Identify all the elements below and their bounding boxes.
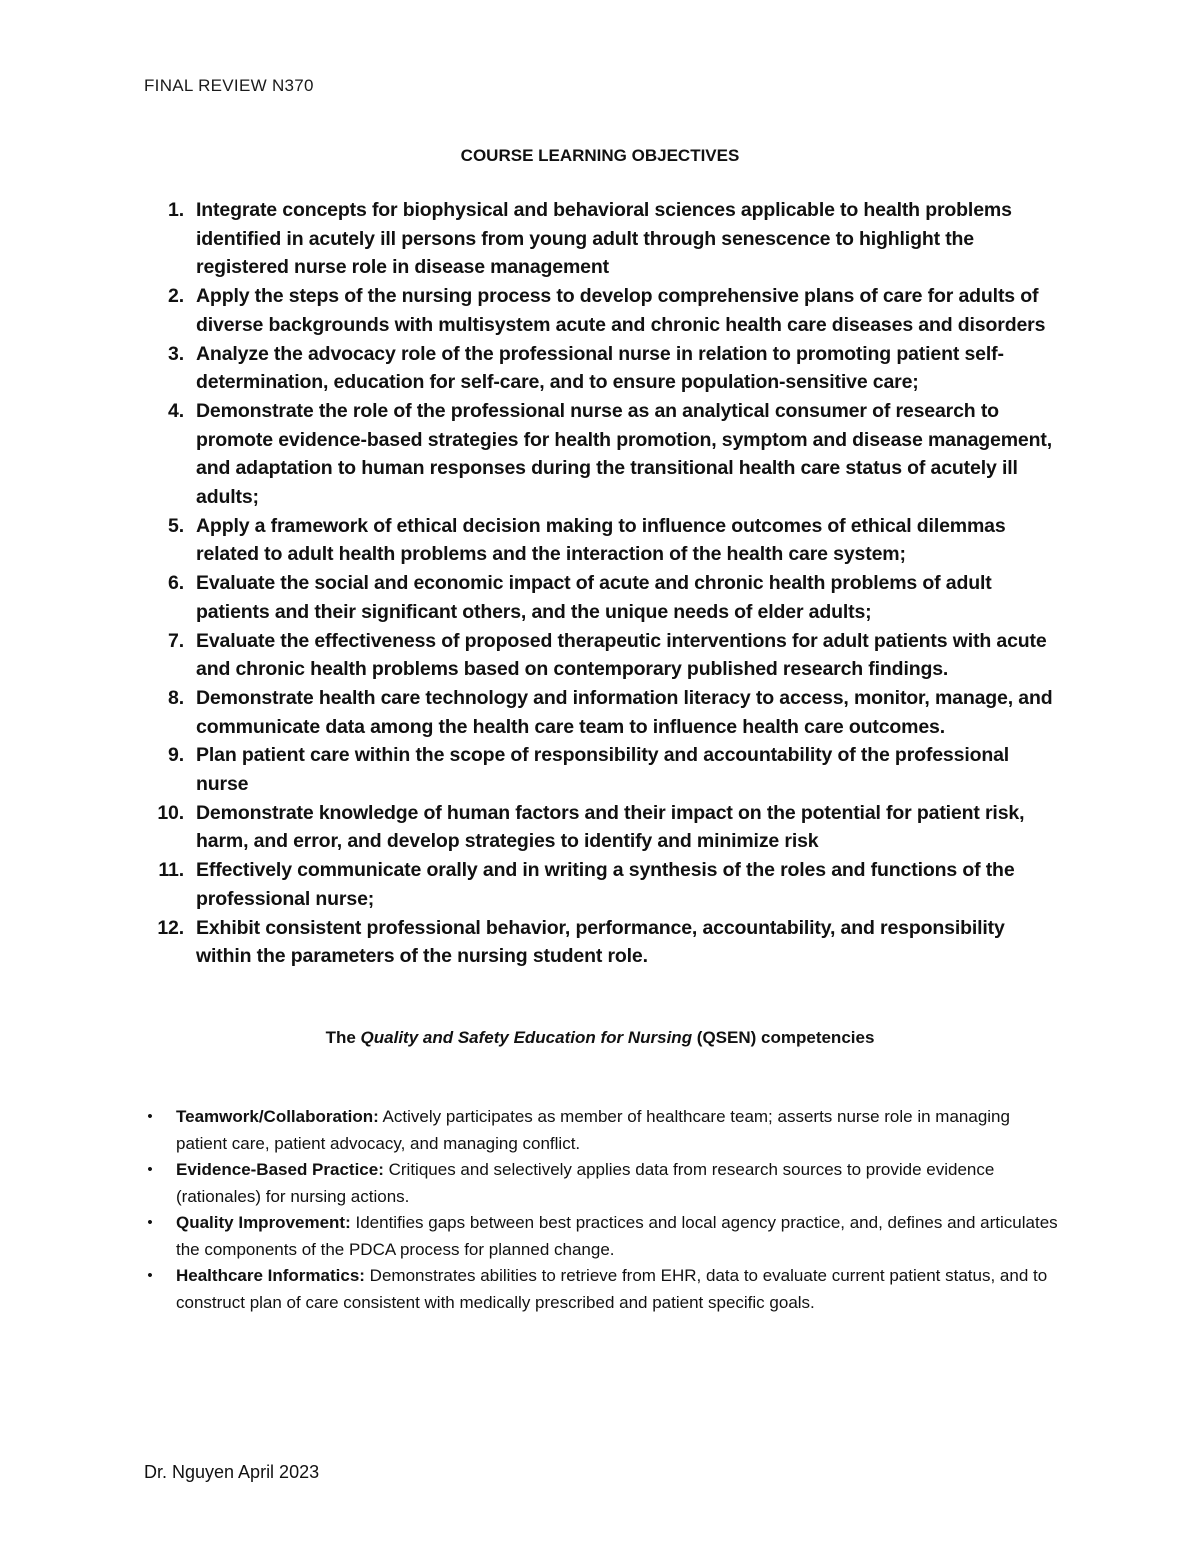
objective-number: 1. bbox=[168, 199, 184, 221]
objective-number: 8. bbox=[168, 686, 184, 709]
objective-item bbox=[144, 397, 1064, 512]
objective-number: 6. bbox=[168, 572, 184, 595]
qsen-title-suffix: (QSEN) competencies bbox=[692, 1028, 875, 1047]
objective-number: 9. bbox=[168, 744, 184, 767]
objective-number: 4. bbox=[168, 399, 184, 422]
qsen-title-prefix: The bbox=[325, 1028, 361, 1047]
competency-label: Quality Improvement: bbox=[176, 1213, 351, 1232]
bullet-icon: • bbox=[147, 1161, 153, 1178]
objectives-list bbox=[144, 196, 1064, 971]
objective-item bbox=[144, 741, 1064, 798]
objectives-title: COURSE LEARNING OBJECTIVES bbox=[460, 146, 740, 165]
objective-item bbox=[144, 799, 1064, 856]
objective-text: Effectively communicate orally and in writing a synthesis of the roles and functions of the professional nurse; bbox=[196, 859, 1015, 910]
page-header: FINAL REVIEW N370 bbox=[144, 76, 314, 95]
objective-item bbox=[144, 856, 1064, 913]
objective-text: Evaluate the effectiveness of proposed therapeutic interventions for adult patients with acute and chronic health problems based on contemporary published research findings. bbox=[196, 629, 1047, 681]
objective-item bbox=[144, 196, 1064, 282]
objective-number: 5. bbox=[168, 514, 184, 537]
objective-text: Apply a framework of ethical decision making to influence outcomes of ethical dilemmas related to adult health problems and the interaction of the health care system; bbox=[196, 514, 1006, 566]
competency-item bbox=[144, 1263, 1064, 1316]
objective-item bbox=[144, 512, 1064, 569]
objective-number: 11. bbox=[158, 859, 184, 882]
competency-item bbox=[144, 1157, 1064, 1210]
objective-text: Plan patient care within the scope of responsibility and accountability of the professional nurse bbox=[196, 744, 1010, 796]
objective-item bbox=[144, 282, 1064, 339]
bullet-icon: • bbox=[147, 1267, 153, 1284]
objective-text: Demonstrate health care technology and information literacy to access, monitor, manage, and communicate data among the health care team to influence health care outcomes. bbox=[196, 686, 1053, 738]
qsen-title bbox=[0, 1028, 1200, 1048]
competency-item bbox=[144, 1104, 1064, 1157]
objective-item bbox=[144, 569, 1064, 626]
objective-text: Exhibit consistent professional behavior, performance, accountability, and responsibility within the parameters of the nursing student role. bbox=[196, 916, 1005, 968]
competency-text: Actively participates as member of healthcare team; asserts nurse role in managing patient care, patient advocacy, and managing conflict. bbox=[176, 1107, 1010, 1153]
competency-list bbox=[144, 1104, 1064, 1316]
competency-text: Identifies gaps between best practices and local agency practice, and, defines and articulates the components of the PDCA process for planned change. bbox=[176, 1213, 1058, 1259]
objective-item bbox=[144, 684, 1064, 741]
objective-number: 10. bbox=[157, 801, 184, 824]
bullet-icon: • bbox=[147, 1108, 153, 1125]
competency-text: Demonstrates abilities to retrieve from EHR, data to evaluate current patient status, and to construct plan of care consistent with medically prescribed and patient specific goals. bbox=[176, 1266, 1048, 1312]
objective-number: 12. bbox=[157, 916, 184, 939]
objective-text: Integrate concepts for biophysical and behavioral sciences applicable to health problems identified in acutely ill persons from young adult through senescence to highlight the registered nurse role in disease management bbox=[196, 199, 1012, 279]
objective-number: 7. bbox=[168, 629, 184, 652]
objective-text: Demonstrate knowledge of human factors and their impact on the potential for patient risk, harm, and error, and develop strategies to identify and minimize risk bbox=[196, 801, 1025, 853]
competency-label: Evidence-Based Practice: bbox=[176, 1160, 384, 1179]
competency-label: Healthcare Informatics: bbox=[176, 1266, 365, 1285]
competency-label: Teamwork/Collaboration: bbox=[176, 1107, 379, 1126]
objective-text: Apply the steps of the nursing process to develop comprehensive plans of care for adults of diverse backgrounds with multisystem acute and chronic health care diseases and disorders bbox=[196, 285, 1046, 336]
bullet-icon: • bbox=[147, 1214, 153, 1231]
objective-text: Evaluate the social and economic impact of acute and chronic health problems of adult patients and their significant others, and the unique needs of elder adults; bbox=[196, 572, 992, 623]
competency-text: Critiques and selectively applies data from research sources to provide evidence (rationales) for nursing actions. bbox=[176, 1160, 995, 1206]
objective-number: 2. bbox=[168, 285, 184, 308]
objective-item bbox=[144, 627, 1064, 684]
objective-text: Demonstrate the role of the professional nurse as an analytical consumer of research to promote evidence-based strategies for health promotion, symptom and disease management, and adaptation to human responses during the transitional health care status of acutely ill adults; bbox=[196, 399, 1052, 509]
competency-item bbox=[144, 1210, 1064, 1263]
objective-item bbox=[144, 340, 1064, 397]
objective-text: Analyze the advocacy role of the professional nurse in relation to promoting patient self-determination, education for self-care, and to ensure population-sensitive care; bbox=[196, 342, 1004, 394]
objective-item bbox=[144, 914, 1064, 971]
qsen-title-italic: Quality and Safety Education for Nursing bbox=[360, 1028, 693, 1047]
objective-number: 3. bbox=[168, 342, 184, 365]
page-footer: Dr. Nguyen April 2023 bbox=[144, 1462, 320, 1482]
